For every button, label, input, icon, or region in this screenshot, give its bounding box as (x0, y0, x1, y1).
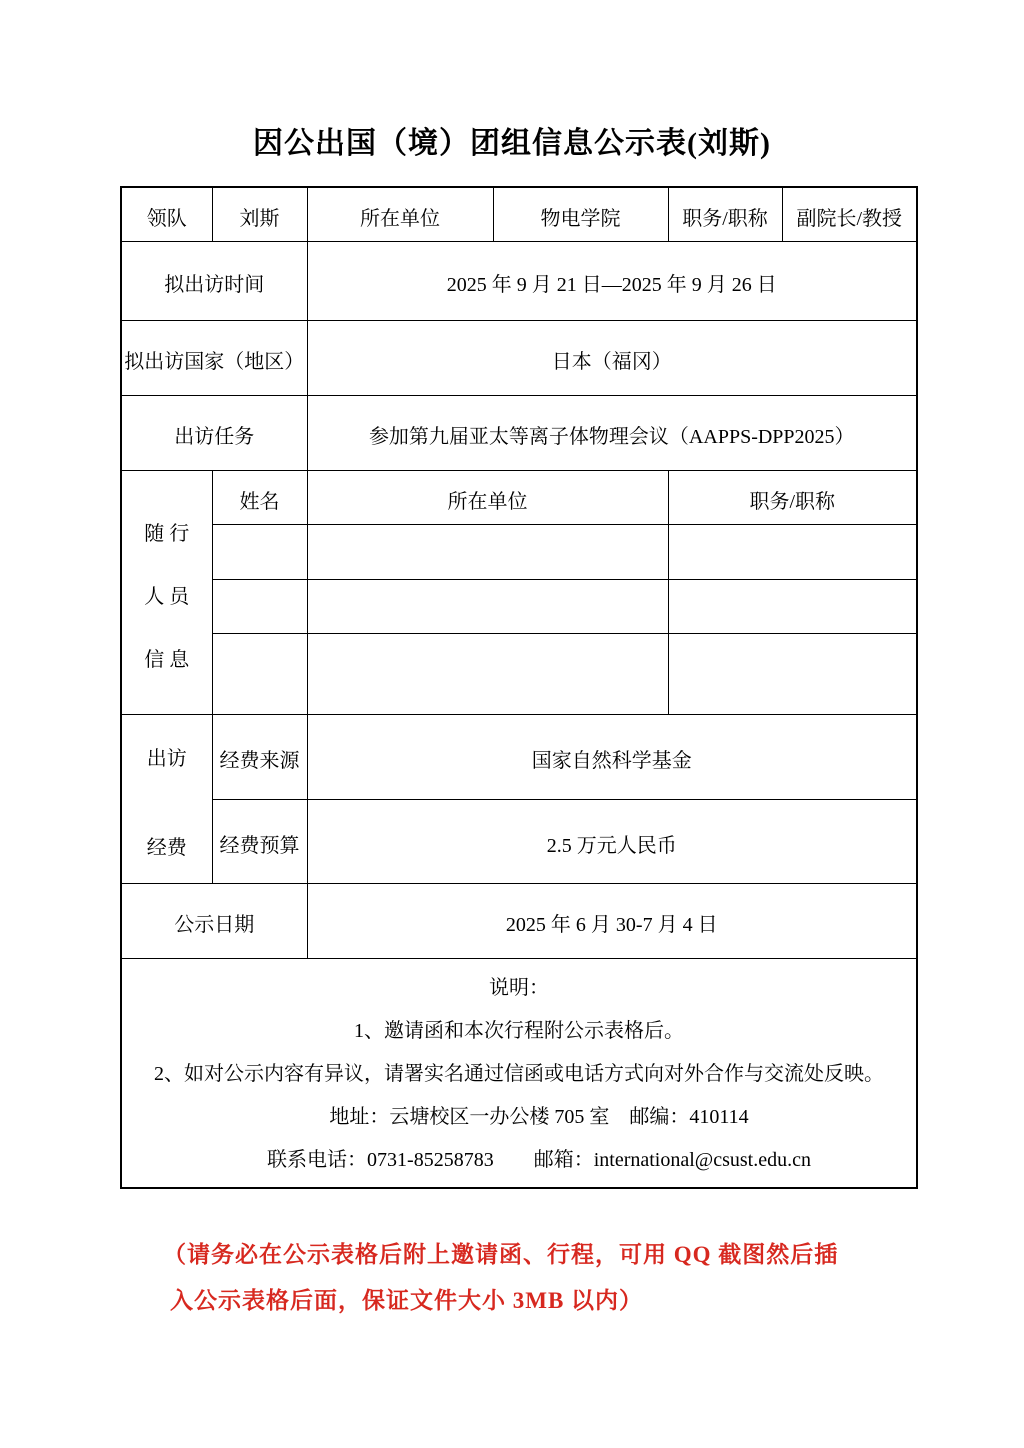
country-row (121, 320, 917, 395)
entourage-unit-cell (307, 633, 668, 714)
publicity-date-label-cell: 公示日期 (121, 883, 307, 958)
leader-name-cell: 刘斯 (212, 187, 307, 241)
red-footnote-line-2: 入公示表格后面，保证文件大小 3MB 以内） (170, 1288, 644, 1313)
entourage-label-line: 随 行 (144, 522, 190, 545)
time-row (121, 241, 917, 320)
time-label-cell: 拟出访时间 (121, 241, 307, 320)
publicity-date-value-cell: 2025 年 6 月 30-7 月 4 日 (307, 883, 917, 958)
funding-source-label-cell: 经费来源 (212, 714, 307, 799)
entourage-label-line: 信 息 (144, 648, 190, 671)
task-row (121, 395, 917, 470)
leader-position-cell: 副院长/教授 (782, 187, 917, 241)
leader-row (121, 187, 917, 241)
funding-label-line: 经费 (146, 836, 187, 859)
entourage-name-cell (212, 633, 307, 714)
info-table (120, 186, 918, 1189)
funding-budget-label-cell: 经费预算 (212, 799, 307, 883)
time-value-cell: 2025 年 9 月 21 日—2025 年 9 月 26 日 (307, 241, 917, 320)
notes-heading: 说明： (489, 977, 549, 1000)
country-value-cell: 日本（福冈） (307, 320, 917, 395)
funding-budget-row (121, 799, 917, 883)
notes-address-line: 地址：云塘校区一办公楼 705 室 邮编：410114 (329, 1106, 749, 1129)
doc-title: 因公出国（境）团组信息公示表(刘斯) (253, 127, 771, 160)
country-label-cell: 拟出访国家（地区） (121, 320, 307, 395)
entourage-label-line: 人 员 (144, 585, 190, 608)
entourage-section-label (124, 517, 210, 672)
entourage-position-cell (668, 579, 917, 633)
red-footnote-line-1: （请务必在公示表格后附上邀请函、行程，可用 QQ 截图然后插 (163, 1242, 839, 1267)
entourage-name-header-cell: 姓名 (212, 470, 307, 524)
leader-unit-label-cell: 所在单位 (307, 187, 493, 241)
entourage-header-row (121, 470, 917, 524)
funding-label-line: 出访 (146, 747, 187, 770)
leader-label-cell: 领队 (121, 187, 212, 241)
notes-cell (121, 958, 917, 1188)
leader-unit-cell: 物电学院 (493, 187, 668, 241)
red-footnote (163, 1232, 923, 1324)
task-label-cell: 出访任务 (121, 395, 307, 470)
notes-item-1: 1、邀请函和本次行程附公示表格后。 (354, 1020, 684, 1043)
leader-position-label-cell: 职务/职称 (668, 187, 782, 241)
entourage-row (121, 524, 917, 579)
entourage-unit-cell (307, 579, 668, 633)
entourage-name-cell (212, 524, 307, 579)
funding-budget-value-cell: 2.5 万元人民币 (307, 799, 917, 883)
task-value-cell: 参加第九届亚太等离子体物理会议（AAPPS-DPP2025） (307, 395, 917, 470)
entourage-position-cell (668, 633, 917, 714)
funding-section-label-cell (121, 714, 212, 883)
funding-section-label (124, 742, 210, 860)
entourage-position-cell (668, 524, 917, 579)
notes-row (121, 958, 917, 1188)
funding-source-row (121, 714, 917, 799)
funding-source-value-cell: 国家自然科学基金 (307, 714, 917, 799)
entourage-section-label-cell (121, 470, 212, 714)
publicity-date-row (121, 883, 917, 958)
notes-item-2: 2、如对公示内容有异议，请署实名通过信函或电话方式向对外合作与交流处反映。 (154, 1063, 884, 1086)
entourage-row (121, 633, 917, 714)
entourage-name-cell (212, 579, 307, 633)
notes-contact-line: 联系电话：0731-85258783 邮箱：international@csust.edu.cn (267, 1149, 811, 1172)
entourage-position-header-cell: 职务/职称 (668, 470, 917, 524)
entourage-row (121, 579, 917, 633)
entourage-unit-cell (307, 524, 668, 579)
entourage-unit-header-cell: 所在单位 (307, 470, 668, 524)
